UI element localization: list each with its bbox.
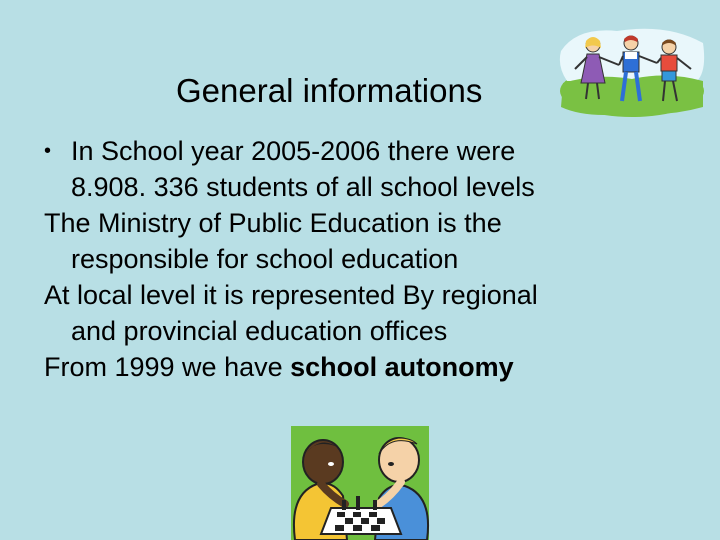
paragraph [44, 349, 684, 385]
paragraph-line: responsible for school education [71, 244, 459, 274]
paragraph-line: The Ministry of Public Education is the [44, 208, 502, 238]
paragraph [44, 205, 684, 277]
paragraph-line: 8.908. 336 students of all school levels [71, 172, 535, 202]
bullet-paragraph [44, 133, 684, 205]
slide-title: General informations [176, 72, 483, 109]
bullet-symbol: • [44, 140, 52, 162]
paragraph-line: In School year 2005-2006 there were [71, 136, 516, 166]
paragraph-line: At local level it is represented By regional [44, 280, 538, 310]
children-holding-hands-clipart [557, 21, 707, 119]
slide-body [44, 133, 684, 385]
paragraph-bold-text: school autonomy [290, 352, 514, 382]
paragraph [44, 277, 684, 349]
paragraph-line: and provincial education offices [71, 316, 448, 346]
children-playing-chess-clipart [287, 424, 435, 540]
paragraph-text: From 1999 we have [44, 352, 291, 382]
